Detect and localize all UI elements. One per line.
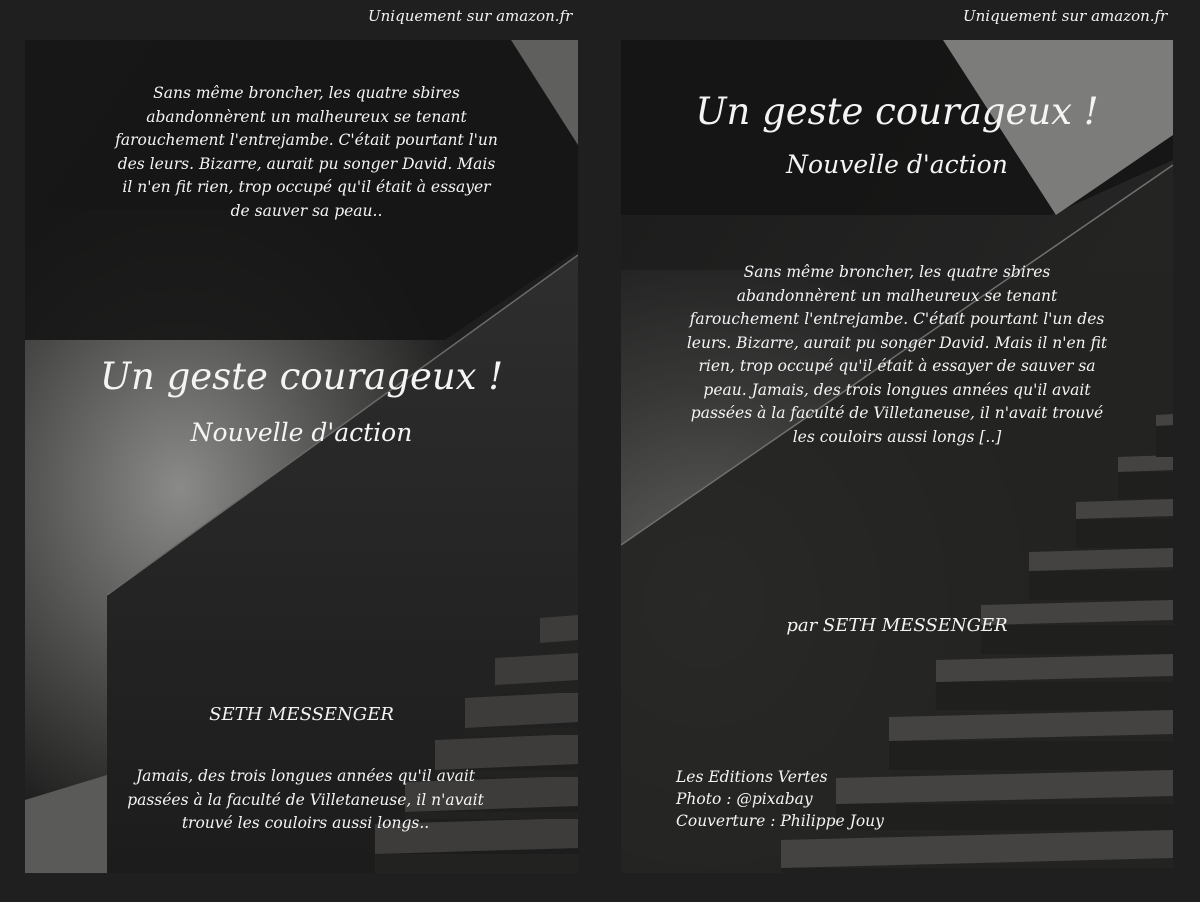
subtitle-left: Nouvelle d'action (190, 418, 413, 447)
credits-right (676, 766, 996, 832)
author-right: par SETH MESSENGER (786, 615, 1008, 636)
amazon-note-right: Uniquement sur amazon.fr (963, 7, 1168, 25)
title-right: Un geste courageux ! (695, 90, 1099, 133)
author-left: SETH MESSENGER (209, 704, 394, 725)
photo-credit: Photo : @pixabay (676, 790, 813, 808)
book-cover-left[interactable] (25, 40, 578, 873)
book-cover-right[interactable] (621, 40, 1173, 873)
subtitle-right: Nouvelle d'action (786, 150, 1008, 179)
cover-credit: Couverture : Philippe Jouy (676, 812, 884, 830)
blurb-left: Sans même broncher, les quatre sbires abandonnèrent un malheureux se tenant farouchement l'entrejambe. C'était pourtant l'un des leurs. Bizarre, aurait pu songer David. Mais il n'en fit rien, trop occupé qu'il était à essayer de sauver sa peau.. (115, 84, 498, 220)
excerpt-left: Jamais, des trois longues années qu'il avait passées à la faculté de Villetaneuse, il n'avait trouvé les couloirs aussi longs.. (127, 767, 484, 832)
blurb-right: Sans même broncher, les quatre sbires abandonnèrent un malheureux se tenant farouchement l'entrejambe. C'était pourtant l'un des leurs. Bizarre, aurait pu songer David. Mais il n'en fit rien, trop occupé qu'il était à essayer de sauver sa peau. Jamais, des trois longues années qu'il avait passées à la faculté de Villetaneuse, il n'avait trouvé les couloirs aussi longs [..] (686, 263, 1108, 446)
publisher-credit: Les Editions Vertes (676, 768, 828, 786)
title-left: Un geste courageux ! (99, 355, 504, 398)
amazon-note-left: Uniquement sur amazon.fr (368, 7, 573, 25)
